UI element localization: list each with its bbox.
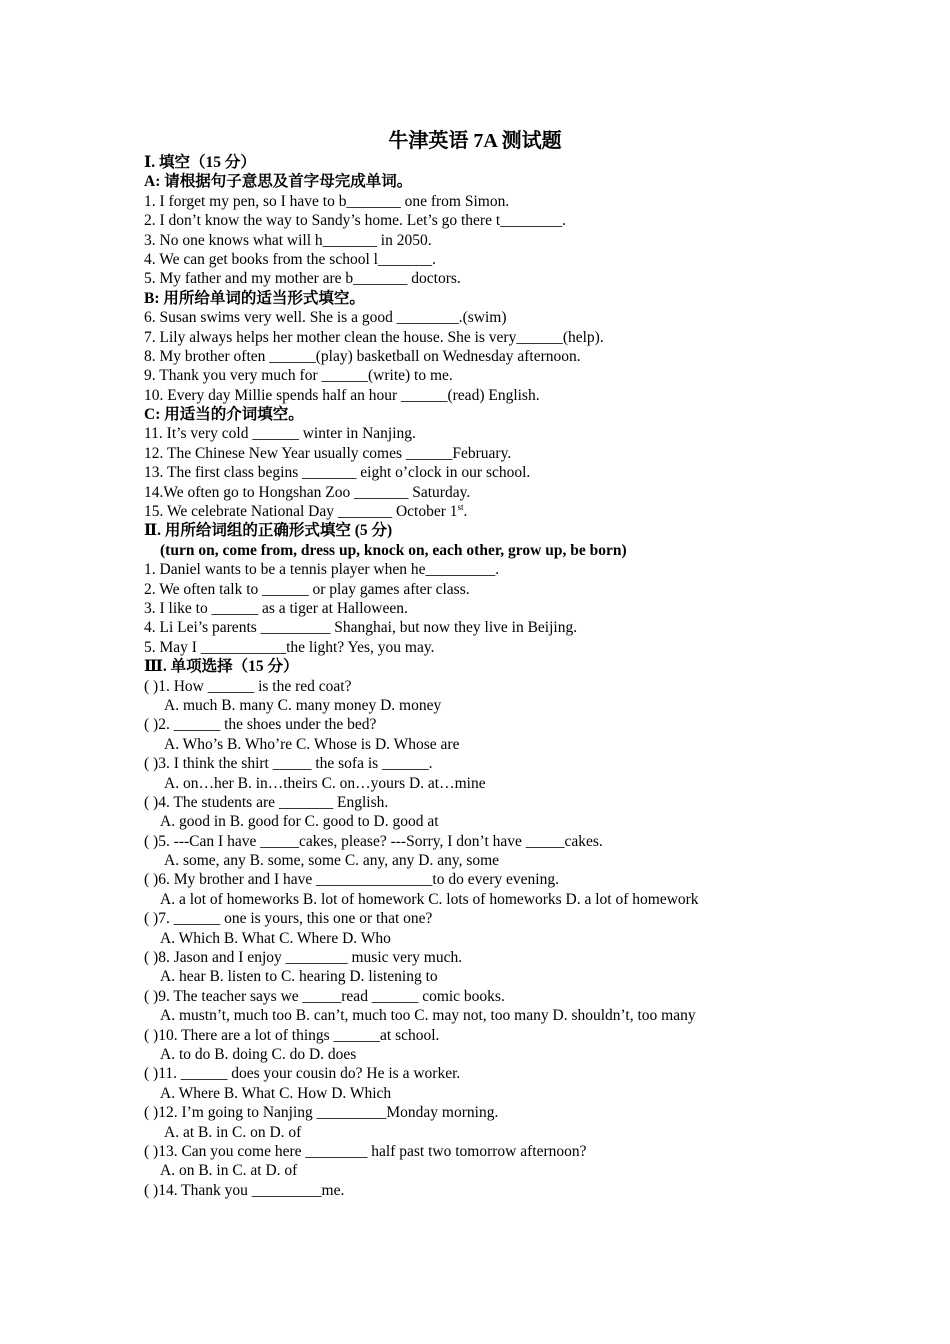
section-heading [144,657,864,676]
question-line-text: ( )14. Thank you _________me. [144,1181,345,1199]
question-line-text: 5. My father and my mother are b_______ doctors. [144,270,461,288]
answer-options-text: A. mustn’t, much too B. can’t, much too C. may not, too many D. shouldn’t, too many [160,1007,696,1025]
question-line [144,832,864,851]
answer-options-text: A. some, any B. some, some C. any, any D. any, some [164,852,500,870]
question-line-text: 3. I like to ______ as a tiger at Halloween. [144,599,408,617]
question-line [144,793,864,812]
question-line-text: 12. The Chinese New Year usually comes ______February. [144,444,512,462]
question-line [144,1142,864,1161]
answer-options [144,851,864,870]
question-line-text: 6. Susan swims very well. She is a good ________.(swim) [144,309,507,327]
phrase-list [144,541,864,560]
trailing-punctuation: . [463,503,468,521]
answer-options [144,774,864,793]
section-heading-text: A: 请根据句子意思及首字母完成单词。 [144,173,413,191]
section-heading-text: Ⅰ. 填空（15 分） [144,154,256,171]
ordinal-superscript: st [457,501,464,512]
question-line [144,948,864,967]
answer-options-text: A. hear B. listen to C. hearing D. listening to [160,968,438,986]
question-line-text: 4. Li Lei’s parents _________ Shanghai, but now they live in Beijing. [144,619,578,637]
question-line-text: ( )7. ______ one is yours, this one or that one? [144,910,433,928]
question-line-text: ( )9. The teacher says we _____read ______ comic books. [144,987,505,1005]
question-line [144,250,864,269]
question-line-text: 9. Thank you very much for ______(write) to me. [144,367,453,385]
question-line [144,1181,864,1200]
question-line-text: ( )12. I’m going to Nanjing _________Monday morning. [144,1104,499,1122]
question-line [144,502,864,521]
question-line-text: 8. My brother often ______(play) basketball on Wednesday afternoon. [144,347,581,365]
answer-options [144,1123,864,1142]
question-line [144,328,864,347]
page-title: 牛津英语 7A 测试题 [388,130,562,152]
answer-options [144,735,864,754]
question-line-text: ( )11. ______ does your cousin do? He is a worker. [144,1065,461,1083]
answer-options-text: A. Where B. What C. How D. Which [160,1084,392,1102]
section-heading-text: Ⅱ. 用所给词组的正确形式填空 (5 分) [144,522,393,540]
subsection-heading-text: B: 用所给单词的适当形式填空。 [144,289,365,307]
question-line-text: ( )1. How ______ is the red coat? [144,677,352,695]
question-line [144,599,864,618]
question-line-text: 13. The first class begins _______ eight o’clock in our school. [144,464,531,482]
question-line-text: 1. I forget my pen, so I have to b_______ one from Simon. [144,192,510,210]
question-line [144,638,864,657]
question-line [144,444,864,463]
question-line-text: 10. Every day Millie spends half an hour ______(read) English. [144,386,540,404]
question-line [144,754,864,773]
answer-options-text: A. on…her B. in…theirs C. on…yours D. at…mine [164,774,486,792]
question-line-text: 15. We celebrate National Day _______ October 1 [144,503,458,521]
section-heading [144,153,864,172]
question-line [144,463,864,482]
question-line [144,366,864,385]
question-line-text: 14.We often go to Hongshan Zoo _______ Saturday. [144,483,471,501]
question-line [144,987,864,1006]
question-line [144,483,864,502]
question-line-text: ( )13. Can you come here ________ half past two tomorrow afternoon? [144,1142,587,1160]
question-line-text: 2. I don’t know the way to Sandy’s home. Let’s go there t________. [144,212,567,230]
question-line-text: ( )4. The students are _______ English. [144,793,389,811]
question-line [144,231,864,250]
question-line-text: ( )10. There are a lot of things ______at school. [144,1026,440,1044]
question-line [144,677,864,696]
question-line-text: 7. Lily always helps her mother clean the house. She is very______(help). [144,328,604,346]
question-line-text: 4. We can get books from the school l_______. [144,250,437,268]
answer-options [144,696,864,715]
question-line [144,386,864,405]
question-line [144,618,864,637]
question-line [144,192,864,211]
answer-options [144,1006,864,1025]
answer-options-text: A. much B. many C. many money D. money [164,696,442,714]
question-line [144,308,864,327]
question-line [144,211,864,230]
question-line-text: 1. Daniel wants to be a tennis player when he_________. [144,561,500,579]
question-line [144,424,864,443]
answer-options-text: A. at B. in C. on D. of [164,1123,302,1141]
question-line [144,580,864,599]
answer-options-text: A. good in B. good for C. good to D. good at [160,813,439,831]
question-line-text: ( )5. ---Can I have _____cakes, please? ---Sorry, I don’t have _____cakes. [144,832,603,850]
question-line-text: 11. It’s very cold ______ winter in Nanjing. [144,425,416,443]
question-line-text: 3. No one knows what will h_______ in 2050. [144,231,432,249]
question-line [144,1064,864,1083]
question-line [144,1103,864,1122]
section-heading-text: Ⅲ. 单项选择（15 分） [144,658,299,676]
answer-options [144,1161,864,1180]
question-line-text: ( )3. I think the shirt _____ the sofa is ______. [144,755,433,773]
answer-options [144,1045,864,1064]
question-line-text: ( )2. ______ the shoes under the bed? [144,716,377,734]
question-line-text: 2. We often talk to ______ or play games after class. [144,580,470,598]
exam-content [144,153,864,1200]
question-line [144,715,864,734]
answer-options [144,967,864,986]
answer-options-text: A. Which B. What C. Where D. Who [160,929,391,947]
answer-options-text: A. Who’s B. Who’re C. Whose is D. Whose are [164,735,460,753]
phrase-list-text: (turn on, come from, dress up, knock on, each other, grow up, be born) [160,541,627,559]
section-heading [144,172,864,191]
subsection-heading [144,405,864,424]
question-line [144,560,864,579]
question-line-text: 5. May I ___________the light? Yes, you may. [144,638,435,656]
answer-options [144,812,864,831]
answer-options [144,890,864,909]
answer-options-text: A. a lot of homeworks B. lot of homework C. lots of homeworks D. a lot of homework [160,890,699,908]
question-line [144,1026,864,1045]
subsection-heading [144,289,864,308]
question-line-text: ( )8. Jason and I enjoy ________ music very much. [144,949,463,967]
question-line [144,269,864,288]
question-line-text: ( )6. My brother and I have _______________to do every evening. [144,871,559,889]
subsection-heading-text: C: 用适当的介词填空。 [144,406,304,424]
question-line [144,347,864,366]
section-heading [144,521,864,540]
question-line [144,909,864,928]
answer-options-text: A. on B. in C. at D. of [160,1162,298,1180]
answer-options [144,929,864,948]
answer-options [144,1084,864,1103]
question-line [144,870,864,889]
answer-options-text: A. to do B. doing C. do D. does [160,1045,357,1063]
